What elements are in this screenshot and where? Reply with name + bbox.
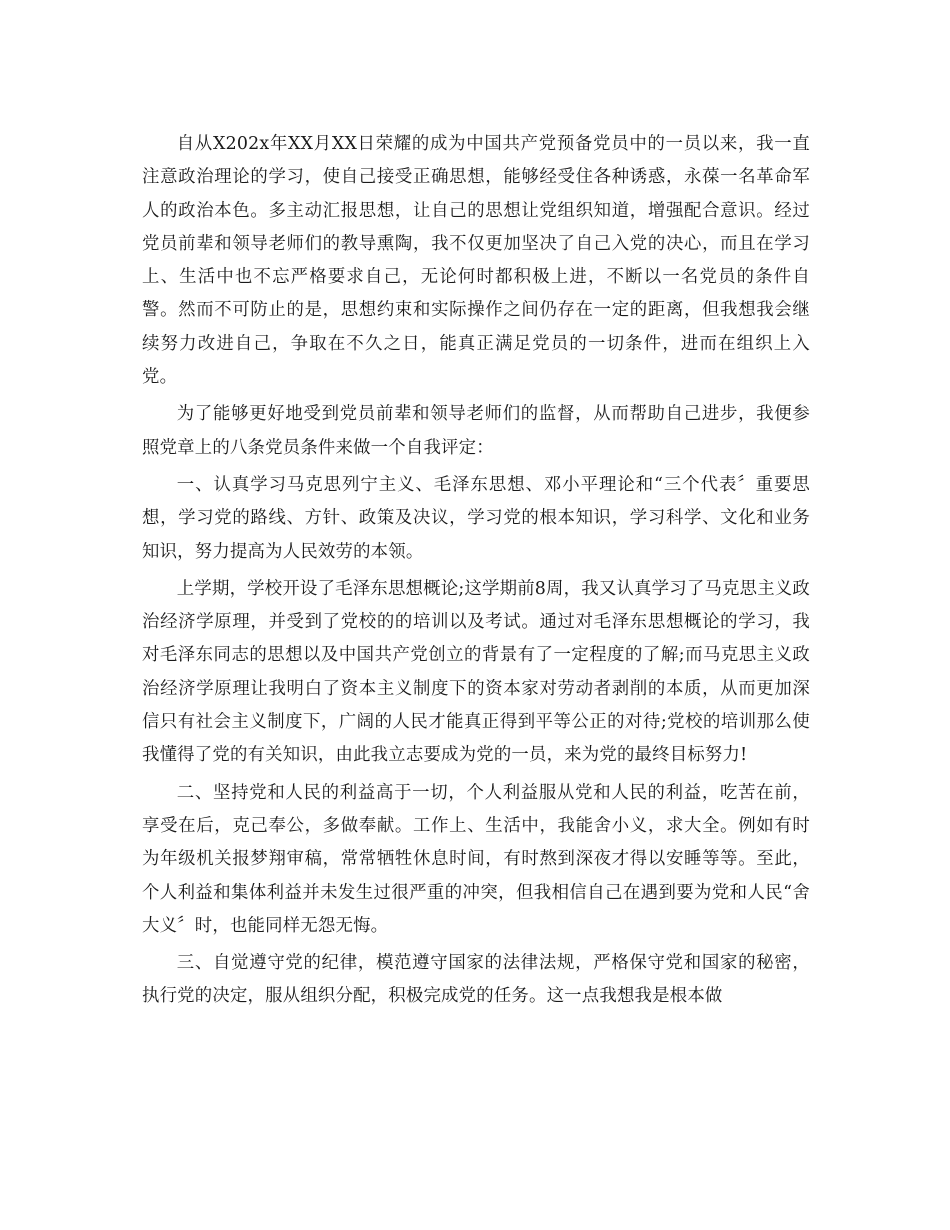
paragraph-point-three: 三、自觉遵守党的纪律，模范遵守国家的法律法规，严格保守党和国家的秘密，执行党的决定，服从组织分配，积极完成党的任务。这一点我想我是根本做 xyxy=(142,953,810,1007)
document-body xyxy=(142,128,810,1014)
paragraph-point-one: 一、认真学习马克思列宁主义、毛泽东思想、邓小平理论和“三个代表〞重要思想，学习党的路线、方针、政策及决议，学习党的根本知识，学习科学、文化和业务知识，努力提高为人民效劳的本领。 xyxy=(142,474,810,562)
paragraph-self-evaluation: 为了能够更好地受到党员前辈和领导老师们的监督，从而帮助自己进步，我便参照党章上的八条党员条件来做一个自我评定： xyxy=(142,404,810,458)
paragraph-intro: 自从X202x年XX月XX日荣耀的成为中国共产党预备党员中的一员以来，我一直注意政治理论的学习，使自己接受正确思想，能够经受住各种诱惑，永葆一名革命军人的政治本色。多主动汇报思想，让自己的思想让党组织知道，增强配合意识。经过党员前辈和领导老师们的教导熏陶，我不仅更加坚决了自己入党的决心，而且在学习上、生活中也不忘严格要求自己，无论何时都积极上进，不断以一名党员的条件自警。然而不可防止的是，思想约束和实际操作之间仍存在一定的距离，但我想我会继续努力改进自己，争取在不久之日，能真正满足党员的一切条件，进而在组织上入党。 xyxy=(142,134,810,388)
paragraph-study-details: 上学期，学校开设了毛泽东思想概论;这学期前8周，我又认真学习了马克思主义政治经济学原理，并受到了党校的的培训以及考试。通过对毛泽东思想概论的学习，我对毛泽东同志的思想以及中国共产党创立的背景有了一定程度的了解;而马克思主义政治经济学原理让我明白了资本主义制度下的资本家对劳动者剥削的本质，从而更加深信只有社会主义制度下，广阔的人民才能真正得到平等公正的对待;党校的培训那么使我懂得了党的有关知识，由此我立志要成为党的一员，来为党的最终目标努力! xyxy=(142,578,810,766)
paragraph-point-two: 二、坚持党和人民的利益高于一切，个人利益服从党和人民的利益，吃苦在前，享受在后，克己奉公，多做奉献。工作上、生活中，我能舍小义，求大全。例如有时为年级机关报梦翔审稿，常常牺牲休息时间，有时熬到深夜才得以安睡等等。至此，个人利益和集体利益并未发生过很严重的冲突，但我相信自己在遇到要为党和人民“舍大义〞时，也能同样无怨无悔。 xyxy=(142,782,810,936)
